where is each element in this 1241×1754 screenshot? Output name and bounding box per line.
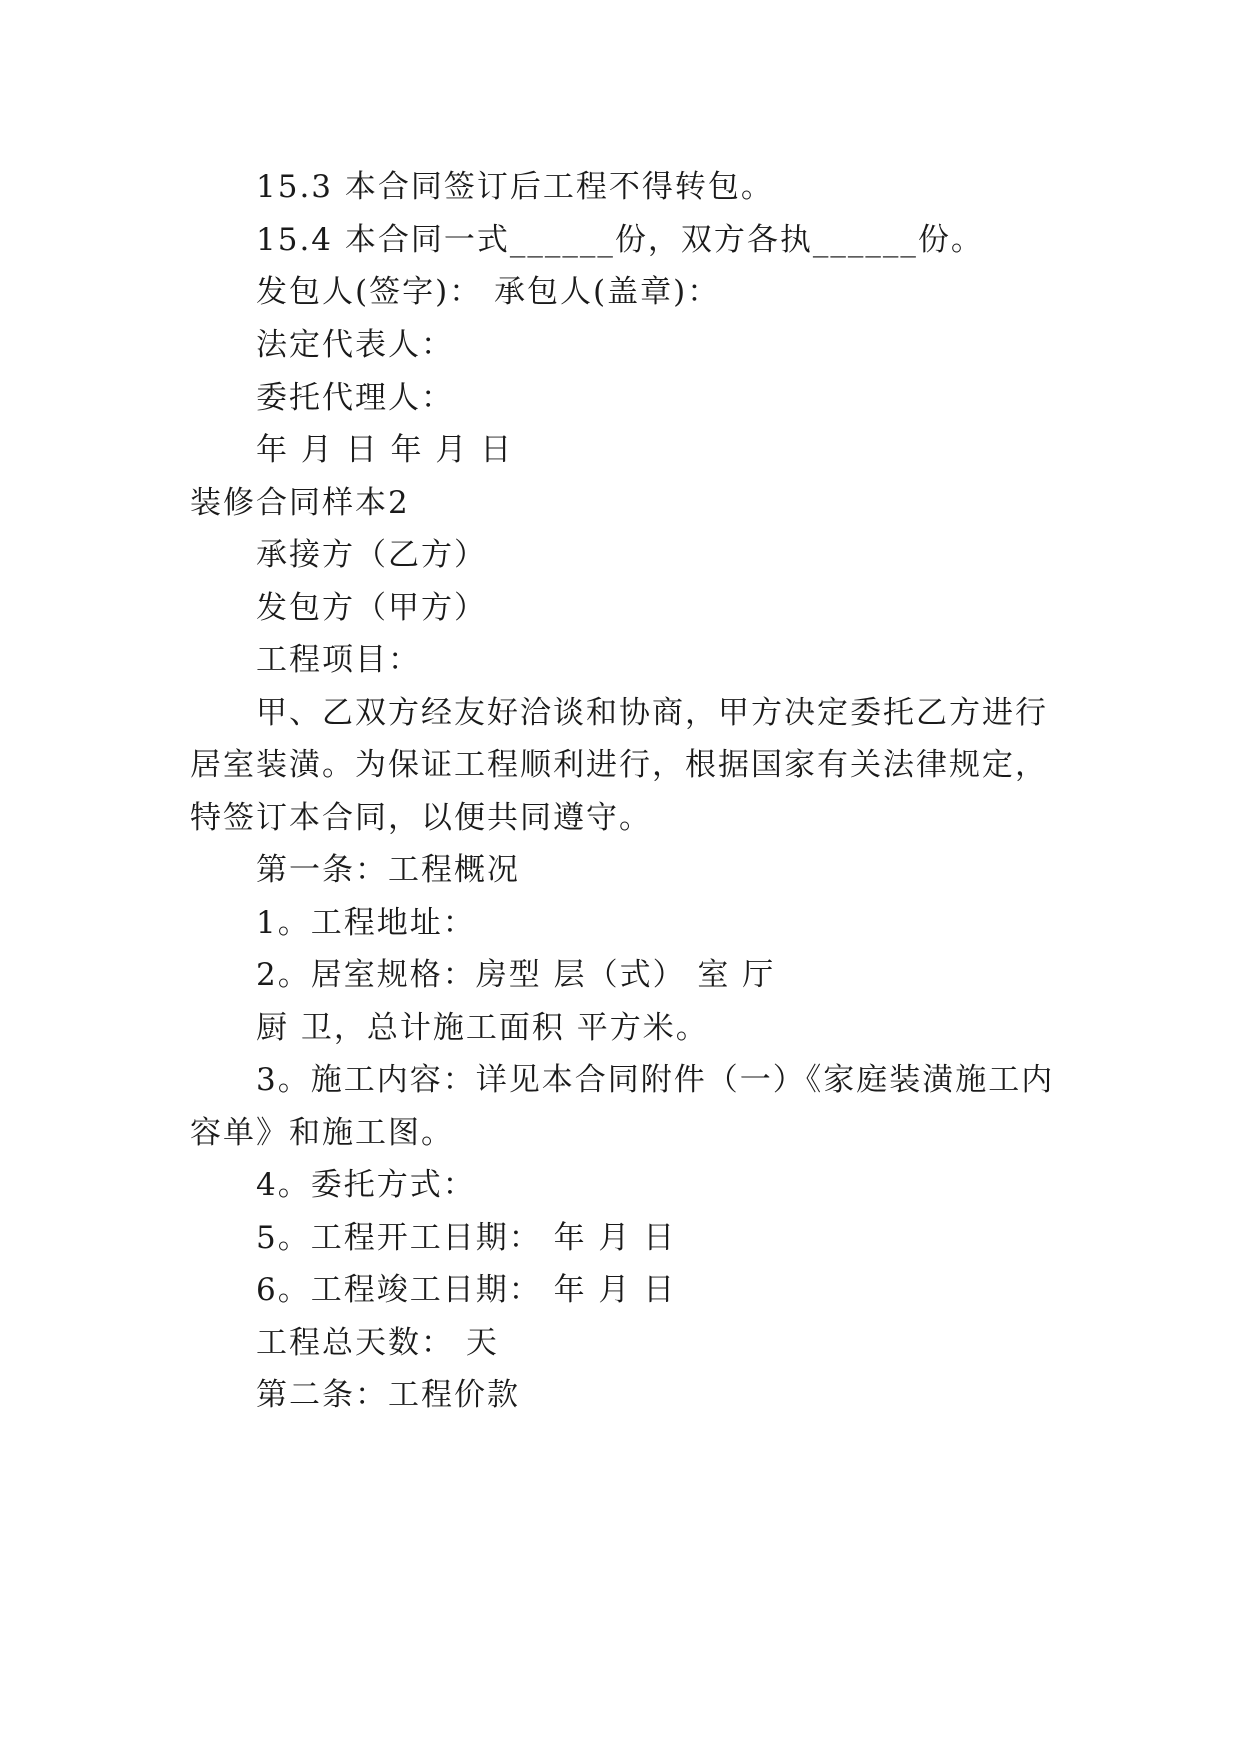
- clause-15-3: 15.3 本合同签订后工程不得转包。: [256, 169, 774, 205]
- preamble-line-1: 甲、乙双方经友好洽谈和协商，甲方决定委托乙方进行: [256, 695, 1048, 731]
- signature-dates: 年 月 日 年 月 日: [256, 432, 514, 468]
- signature-parties: 发包人(签字)： 承包人(盖章)：: [256, 274, 721, 310]
- item-6-end-date: 6。工程竣工日期： 年 月 日: [256, 1272, 677, 1308]
- article-2-heading: 第二条：工程价款: [256, 1377, 520, 1413]
- item-4-method: 4。委托方式：: [256, 1167, 476, 1203]
- item-2-continuation: 厨 卫，总计施工面积 平方米。: [256, 1010, 709, 1046]
- preamble-line-3: 特签订本合同，以便共同遵守。: [190, 800, 652, 836]
- clause-15-4: 15.4 本合同一式______份，双方各执______份。: [256, 222, 984, 258]
- article-1-heading: 第一条：工程概况: [256, 852, 520, 888]
- item-3-content: 3。施工内容：详见本合同附件（一）《家庭装潢施工内: [256, 1062, 1055, 1098]
- item-3-continuation: 容单》和施工图。: [190, 1115, 454, 1151]
- project-name: 工程项目：: [256, 642, 421, 678]
- authorized-agent: 委托代理人：: [256, 380, 454, 416]
- section-title: 装修合同样本2: [190, 485, 410, 521]
- item-2-specification: 2。居室规格：房型 层（式） 室 厅: [256, 957, 776, 993]
- total-days: 工程总天数： 天: [256, 1325, 499, 1361]
- contractor-party: 承接方（乙方）: [256, 537, 487, 573]
- preamble-line-2: 居室装潢。为保证工程顺利进行，根据国家有关法律规定，: [190, 747, 1048, 783]
- item-1-address: 1。工程地址：: [256, 905, 476, 941]
- item-5-start-date: 5。工程开工日期： 年 月 日: [256, 1220, 677, 1256]
- client-party: 发包方（甲方）: [256, 590, 487, 626]
- legal-representative: 法定代表人：: [256, 327, 454, 363]
